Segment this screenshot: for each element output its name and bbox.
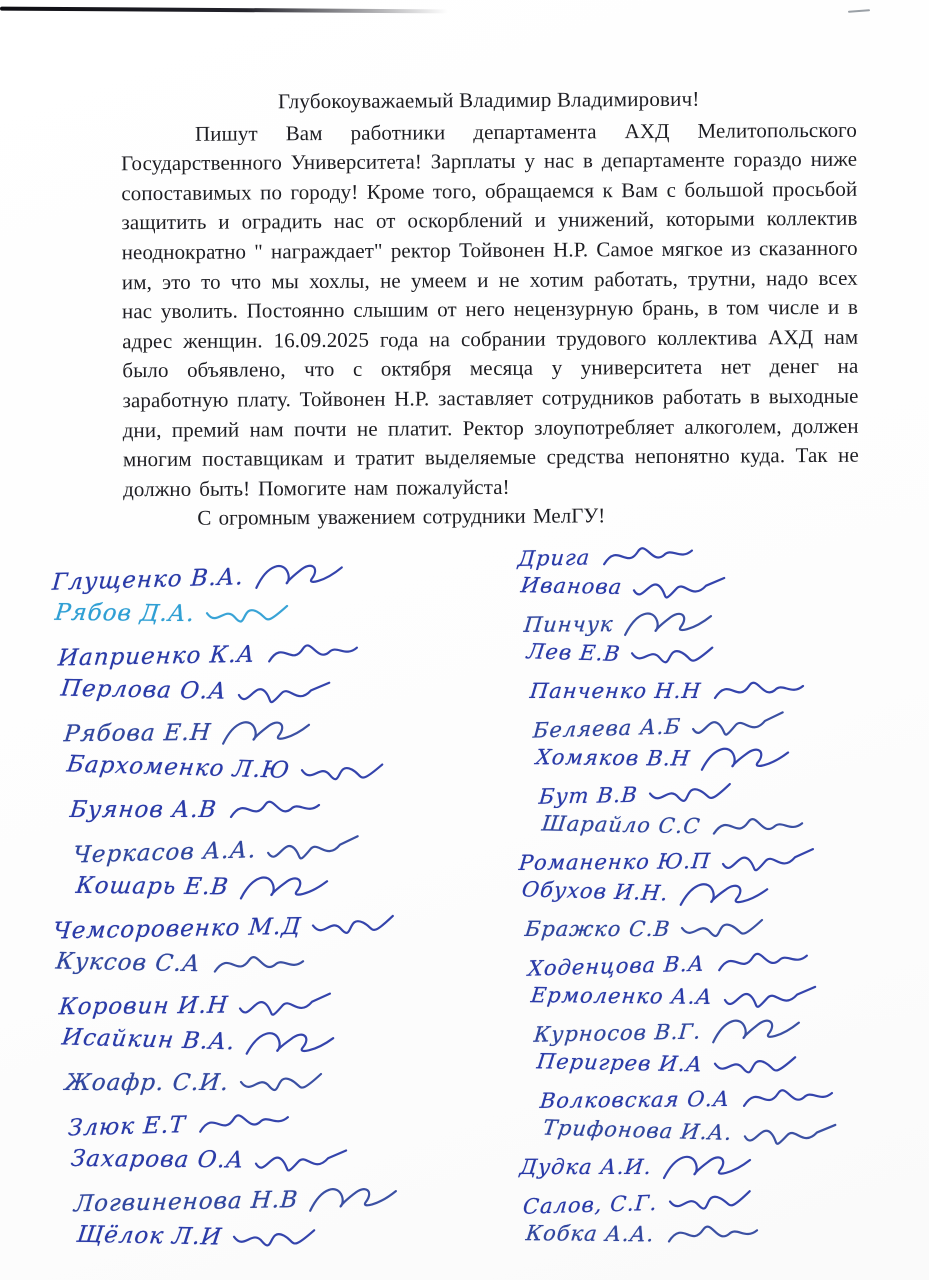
signature-name: Жоафр. С.И. xyxy=(63,1069,231,1096)
signature-row xyxy=(542,806,924,847)
signature-row xyxy=(525,912,923,946)
signature-name: Черкасов А.А. xyxy=(72,836,258,868)
signature-name: Пинчук xyxy=(522,612,615,637)
signature-flourish xyxy=(254,1143,349,1178)
signature-flourish xyxy=(238,987,333,1022)
letter-salutation: Глубокоуважаемый Владимир Владимирович! xyxy=(277,86,700,114)
signature-flourish xyxy=(311,907,407,943)
signature-flourish xyxy=(691,706,787,743)
signature-row xyxy=(61,669,523,717)
signature-row xyxy=(62,1017,523,1069)
signature-flourish xyxy=(680,912,775,946)
signature-name: Шарайло С.С xyxy=(540,811,702,839)
signature-flourish xyxy=(678,877,774,914)
signature-row xyxy=(71,1139,522,1182)
signature-name: Ермоленко А.А xyxy=(529,983,715,1009)
signature-name: Иванова xyxy=(519,573,624,600)
signature-flourish xyxy=(723,980,818,1015)
signature-row xyxy=(537,1044,924,1085)
signature-flourish xyxy=(711,674,806,708)
signature-flourish xyxy=(237,674,333,710)
typed-letter xyxy=(121,84,860,534)
signature-flourish xyxy=(647,776,743,812)
signature-flourish xyxy=(632,570,728,606)
signature-name: Беляева А.Б xyxy=(532,714,682,743)
signature-flourish xyxy=(232,1220,328,1256)
scan-artifact-top-line xyxy=(0,7,448,14)
signature-name: Коровин И.Н xyxy=(57,992,230,1020)
signature-flourish xyxy=(239,870,334,905)
signature-flourish xyxy=(630,637,726,674)
signature-flourish xyxy=(308,1180,404,1216)
signature-flourish xyxy=(195,1105,291,1142)
signature-name: Бражко С.В xyxy=(523,917,672,941)
signature-flourish xyxy=(662,1150,757,1184)
signature-flourish xyxy=(205,597,300,632)
signature-row xyxy=(65,1063,522,1102)
signature-name: Буянов А.В xyxy=(68,796,219,823)
signature-name: Панченко Н.Н xyxy=(528,679,703,703)
signature-flourish xyxy=(221,714,316,749)
signature-row xyxy=(526,1216,923,1254)
signature-name: Бут В.В xyxy=(538,782,639,809)
scan-artifact-right-tick xyxy=(848,9,870,13)
signature-name: Захарова О.А xyxy=(69,1145,246,1173)
signature-column-right xyxy=(518,538,923,1252)
signature-row xyxy=(77,1215,523,1263)
signature-flourish xyxy=(210,947,306,983)
signature-flourish xyxy=(623,606,718,641)
signature-row xyxy=(527,634,924,679)
signature-flourish xyxy=(664,1217,759,1252)
signature-column-left xyxy=(52,556,522,1258)
signature-name: Салов, С.Г. xyxy=(522,1190,659,1219)
signature-name: Исайкин В.А. xyxy=(60,1023,238,1055)
signature-row xyxy=(67,744,523,796)
signature-flourish xyxy=(742,1116,838,1153)
signature-name: Дрига xyxy=(517,545,592,571)
signature-flourish xyxy=(710,810,806,846)
signature-name: Рябов Д.А. xyxy=(53,599,197,627)
signature-name: Кошарь Е.В xyxy=(74,872,231,900)
signature-name: Лев Е.В xyxy=(525,639,622,666)
signature-flourish xyxy=(713,1048,809,1084)
signature-row xyxy=(521,568,924,610)
signature-row xyxy=(536,740,923,778)
signature-row xyxy=(56,942,523,990)
signature-row xyxy=(543,1111,924,1156)
signature-flourish xyxy=(245,1025,341,1062)
signature-row xyxy=(522,872,924,918)
signature-name: Рябова Е.Н xyxy=(62,719,213,747)
signature-name: Дудка А.И. xyxy=(518,1155,654,1179)
signature-flourish xyxy=(253,557,349,594)
signature-flourish xyxy=(667,1183,763,1220)
signature-flourish xyxy=(711,1013,807,1049)
signature-flourish xyxy=(700,742,795,777)
signature-name: Перигрев И.А xyxy=(535,1049,705,1077)
signature-flourish xyxy=(714,944,810,981)
signature-name: Перлова О.А xyxy=(59,675,229,705)
signature-name: Чемсоровенко М.Д xyxy=(51,913,303,945)
signature-name: Хомяков В.Н xyxy=(534,745,692,771)
letter-closing: С огромным уважением сотрудники МелГУ! xyxy=(197,503,606,531)
signature-name: Кобка А.А. xyxy=(524,1221,656,1247)
signature-row xyxy=(70,790,522,829)
signature-flourish xyxy=(299,754,395,791)
signature-flourish xyxy=(600,538,696,574)
signature-name: Обухов И.Н. xyxy=(520,877,671,906)
signature-name: Курносов В.Г. xyxy=(533,1019,703,1047)
signature-name: Трифонова И.А. xyxy=(541,1115,735,1145)
signature-name: Глущенко В.А. xyxy=(51,563,245,596)
signature-flourish xyxy=(239,1066,334,1100)
signature-flourish xyxy=(266,830,362,867)
signature-name: Куксов С.А xyxy=(54,948,203,977)
signature-row xyxy=(520,1150,923,1184)
signature-flourish xyxy=(721,843,816,878)
signature-name: Логвиненова Н.В xyxy=(72,1186,300,1217)
signature-name: Иаприенко К.А xyxy=(56,641,257,671)
signature-flourish xyxy=(740,1081,835,1116)
signature-row xyxy=(530,674,923,708)
signature-row xyxy=(76,866,522,909)
letter-body: Пишут Вам работники департамента АХД Мелитопольского Государственного Университета! Зарплаты у нас в департаменте гораздо ниже сопоставимых по городу! Кроме того, обращаемся к Вам с большой просьбой защитить и оградить нас от оскорблений и унижений, которыми коллектив неоднократно " награждает" ректор Тойвонен Н.Р. Самое мягкое из сказанного им, это то что мы хохлы, не умеем и не хотим работать, трутни, надо всех нас уволить. Постоянно слышим от него нецензурную брань, в том числе и в адрес женщин. 16.09.2025 года на собрании трудового коллектива АХД нам было объявлено, что с октября месяца у университета нет денег на заработную плату. Тойвонен Н.Р. заставляет сотрудников работать в выходные дни, премий нам почти не платит. Ректор злоупотребляет алкоголем, должен многим поставщикам и тратит выделяемые средства непонятно куда. Так не должно быть! Помогите нам пожалуйста! xyxy=(121,117,859,501)
signature-name: Щёлок Л.И xyxy=(75,1221,224,1250)
signature-name: Злюк Е.Т xyxy=(67,1111,187,1142)
signature-name: Волковская О.А xyxy=(538,1087,732,1113)
signature-flourish xyxy=(227,793,322,827)
signature-row xyxy=(55,593,522,636)
signature-name: Бархоменко Л.Ю xyxy=(65,750,292,784)
signature-name: Ходенцова В.А xyxy=(527,951,706,981)
signature-row xyxy=(531,978,923,1016)
signature-flourish xyxy=(265,635,361,671)
signature-name: Романенко Ю.П xyxy=(517,849,712,875)
